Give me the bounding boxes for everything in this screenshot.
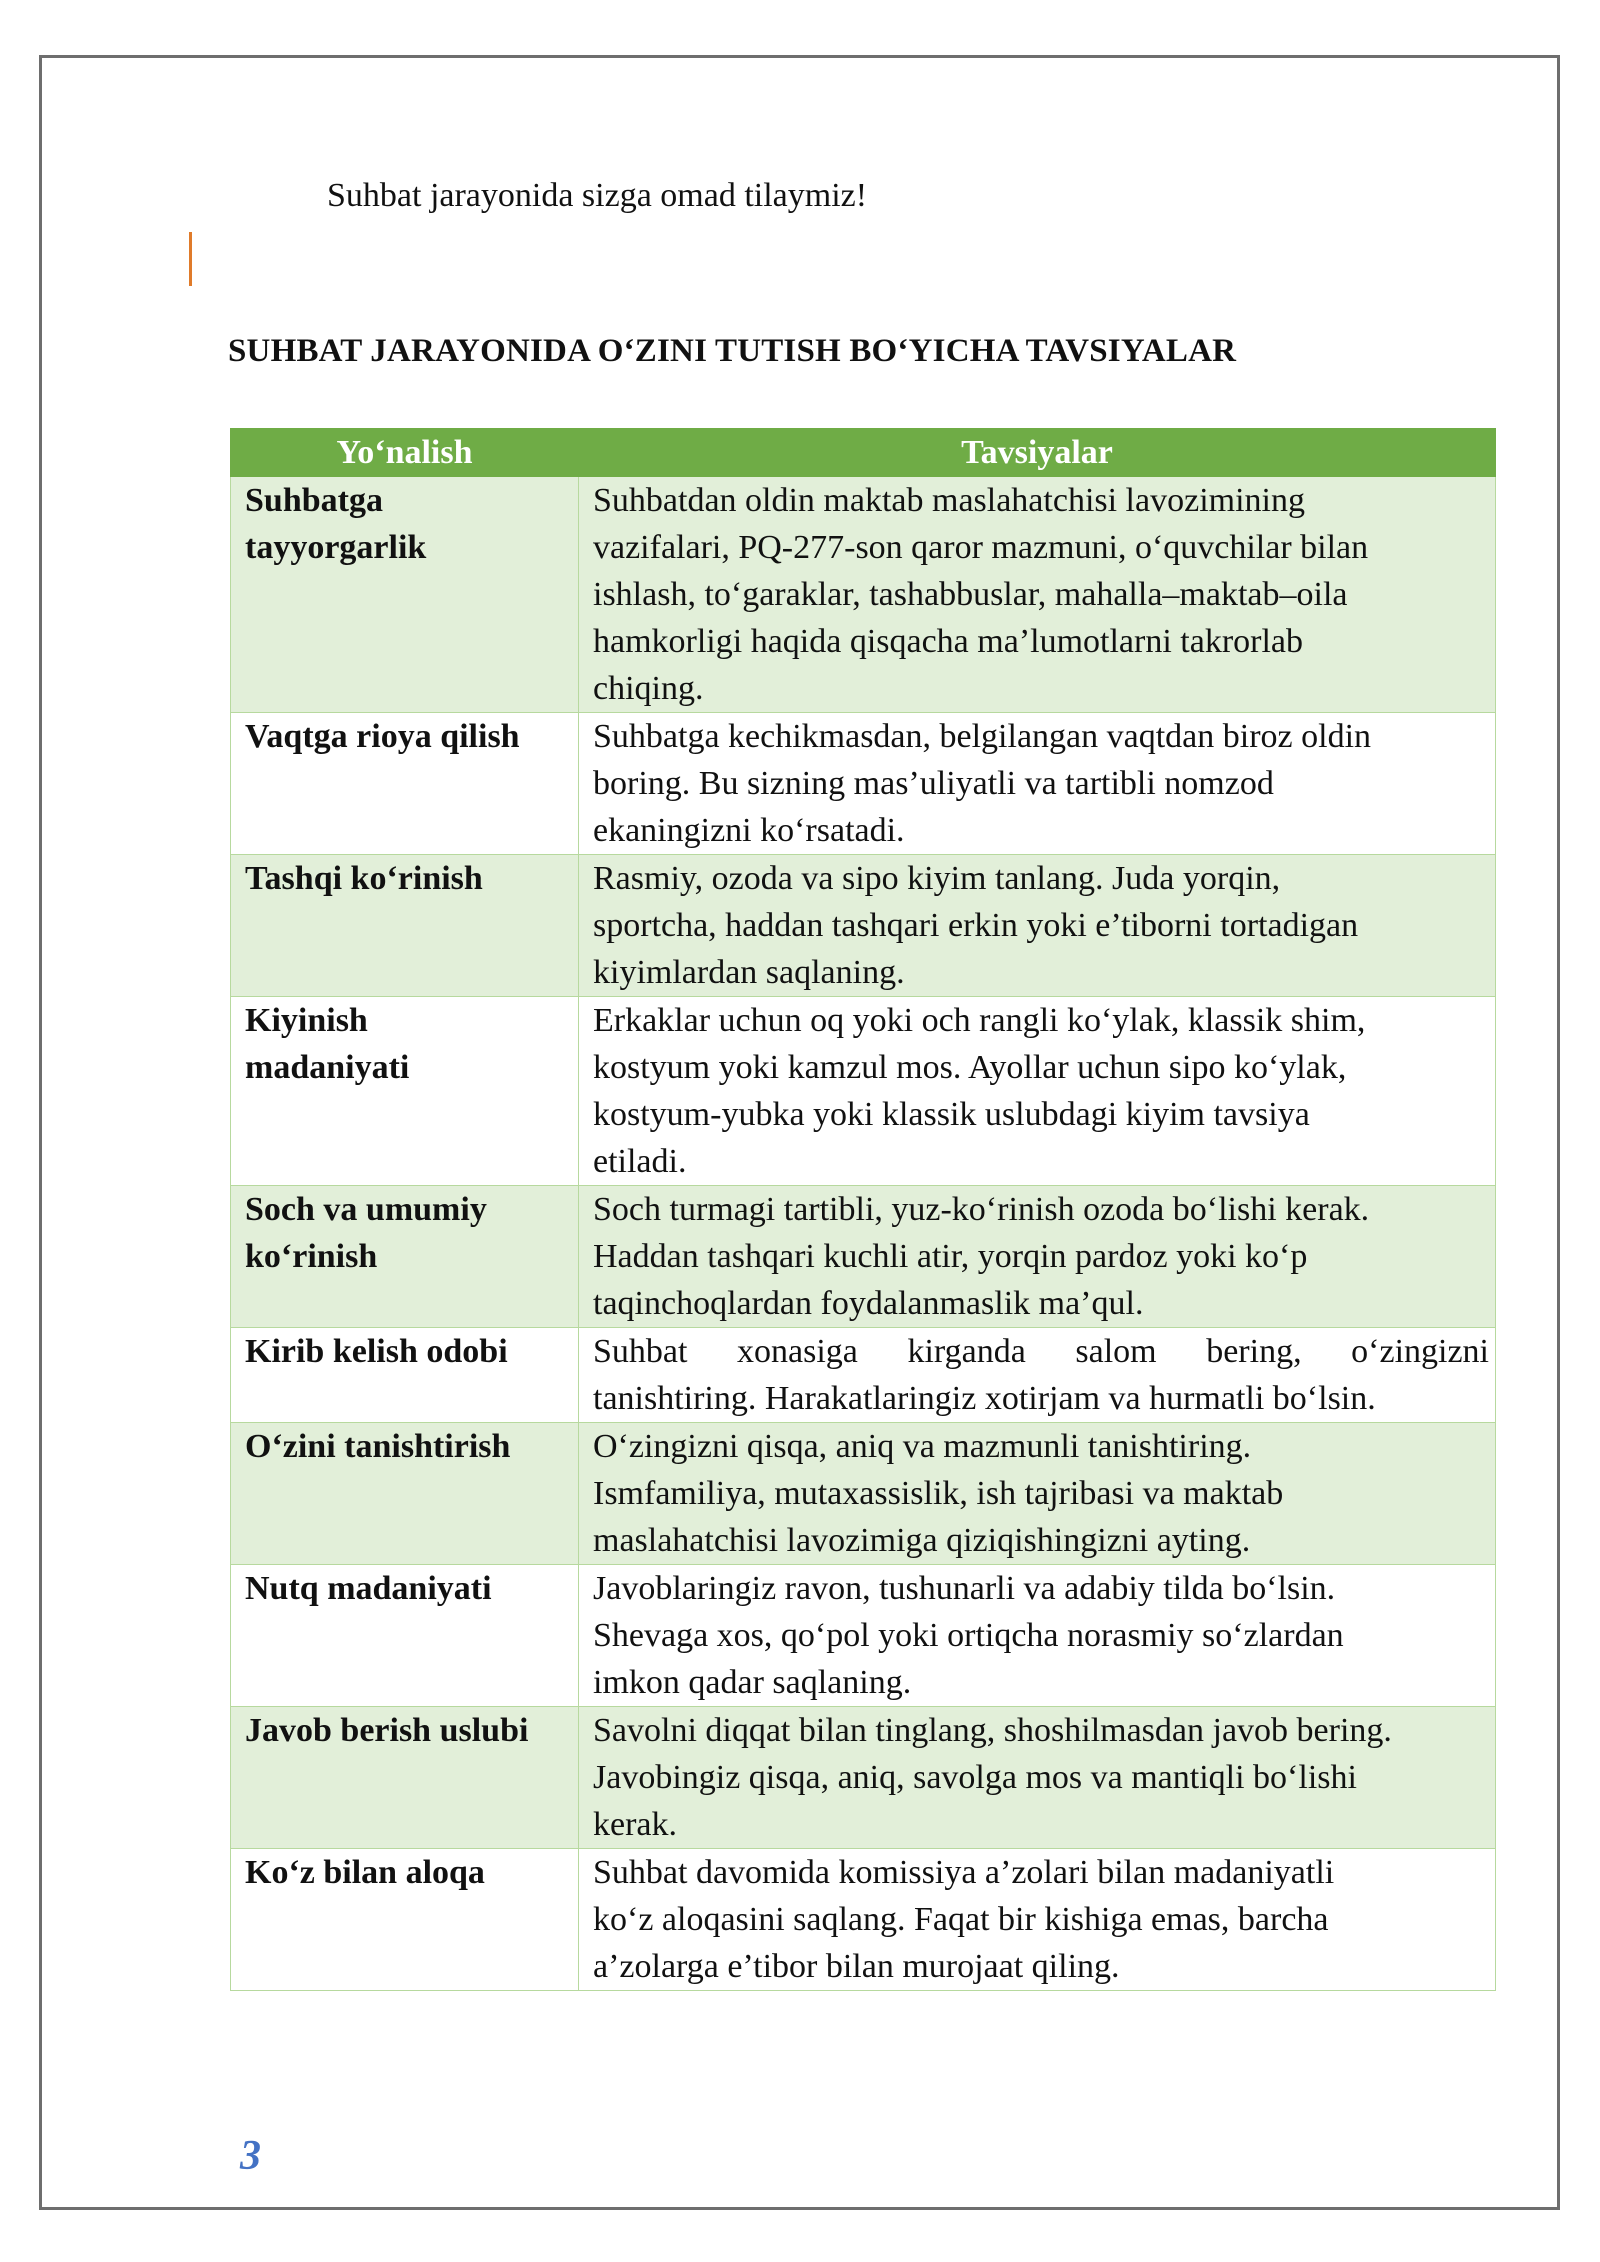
recommendation-line: Suhbatdan oldin maktab maslahatchisi lavozimining [593,482,1305,519]
recommendation-cell [579,713,1496,855]
recommendations-table [230,428,1496,1991]
table-row [231,1423,1496,1565]
recommendation-line: etiladi. [593,1143,687,1180]
recommendation-line: Suhbat xonasiga kirganda salom bering, o‘zingizni [593,1333,1489,1370]
document-heading: SUHBAT JARAYONIDA O‘ZINI TUTISH BO‘YICHA TAVSIYALAR [228,333,1237,369]
recommendation-line: Shevaga xos, qo‘pol yoki ortiqcha norasmiy so‘zlardan [593,1617,1344,1654]
recommendation-line: kostyum-yubka yoki klassik uslubdagi kiyim tavsiya [593,1096,1310,1133]
recommendation-line: ishlash, to‘garaklar, tashabbuslar, mahalla–maktab–oila [593,576,1348,613]
recommendation-line: imkon qadar saqlaning. [593,1664,912,1701]
direction-cell [231,1328,579,1423]
table-row [231,997,1496,1186]
direction-line: Tashqi ko‘rinish [245,860,483,897]
recommendation-line: maslahatchisi lavozimiga qiziqishingizni ayting. [593,1522,1251,1559]
direction-line: tayyorgarlik [245,529,427,566]
recommendation-line: taqinchoqlardan foydalanmaslik ma’qul. [593,1285,1144,1322]
page-number: 3 [240,2133,261,2179]
direction-cell [231,1849,579,1991]
direction-cell [231,1423,579,1565]
recommendation-cell [579,855,1496,997]
recommendation-line: Haddan tashqari kuchli atir, yorqin pardoz yoki ko‘p [593,1238,1308,1275]
recommendation-line: Suhbat davomida komissiya a’zolari bilan madaniyatli [593,1854,1335,1891]
intro-text: Suhbat jarayonida sizga omad tilaymiz! [327,177,868,214]
recommendation-line: kerak. [593,1806,678,1843]
recommendation-line: Rasmiy, ozoda va sipo kiyim tanlang. Juda yorqin, [593,860,1281,897]
direction-cell [231,1707,579,1849]
direction-cell [231,477,579,713]
recommendation-line: O‘zingizni qisqa, aniq va mazmunli tanishtiring. [593,1428,1252,1465]
table-row [231,1328,1496,1423]
direction-cell [231,855,579,997]
direction-line: Kiyinish [245,1002,368,1039]
text-cursor-marker [189,232,192,286]
direction-line: Javob berish uslubi [245,1712,529,1749]
recommendation-line: Javoblaringiz ravon, tushunarli va adabiy tilda bo‘lsin. [593,1570,1336,1607]
table-row [231,713,1496,855]
recommendation-cell [579,1565,1496,1707]
recommendation-line: chiqing. [593,670,704,707]
direction-line: Soch va umumiy [245,1191,487,1228]
recommendation-line: sportcha, haddan tashqari erkin yoki e’tiborni tortadigan [593,907,1359,944]
recommendation-line: ko‘z aloqasini saqlang. Faqat bir kishiga emas, barcha [593,1901,1329,1938]
table-header-row [231,429,1496,477]
table-row [231,1849,1496,1991]
table-row [231,1707,1496,1849]
recommendation-cell [579,997,1496,1186]
table-row [231,1565,1496,1707]
recommendation-cell [579,477,1496,713]
recommendation-line: vazifalari, PQ-277-son qaror mazmuni, o‘quvchilar bilan [593,529,1369,566]
recommendation-line: Suhbatga kechikmasdan, belgilangan vaqtdan biroz oldin [593,718,1372,755]
table-row [231,477,1496,713]
recommendation-line: ekaningizni ko‘rsatadi. [593,812,905,849]
direction-cell [231,997,579,1186]
recommendation-line: Javobingiz qisqa, aniq, savolga mos va mantiqli bo‘lishi [593,1759,1357,1796]
recommendation-line: boring. Bu sizning mas’uliyatli va tartibli nomzod [593,765,1274,802]
recommendation-line: kiyimlardan saqlaning. [593,954,905,991]
table-row [231,855,1496,997]
direction-line: O‘zini tanishtirish [245,1428,511,1465]
recommendation-cell [579,1849,1496,1991]
direction-cell [231,1186,579,1328]
recommendation-line: Erkaklar uchun oq yoki och rangli ko‘ylak, klassik shim, [593,1002,1366,1039]
table-row [231,1186,1496,1328]
recommendation-line: kostyum yoki kamzul mos. Ayollar uchun sipo ko‘ylak, [593,1049,1347,1086]
recommendation-line: hamkorligi haqida qisqacha ma’lumotlarni takrorlab [593,623,1303,660]
recommendation-line: Soch turmagi tartibli, yuz-ko‘rinish ozoda bo‘lishi kerak. [593,1191,1370,1228]
header-recommendations: Tavsiyalar [579,429,1496,477]
table-body [231,477,1496,1991]
recommendation-cell [579,1186,1496,1328]
header-direction: Yo‘nalish [231,429,579,477]
direction-line: Ko‘z bilan aloqa [245,1854,485,1891]
recommendation-line: tanishtiring. Harakatlaringiz xotirjam va hurmatli bo‘lsin. [593,1380,1376,1417]
direction-line: Nutq madaniyati [245,1570,492,1607]
recommendation-cell [579,1423,1496,1565]
direction-cell [231,1565,579,1707]
recommendation-line: Ismfamiliya, mutaxassislik, ish tajribasi va maktab [593,1475,1284,1512]
direction-line: Vaqtga rioya qilish [245,718,520,755]
direction-line: Suhbatga [245,482,383,519]
direction-line: Kirib kelish odobi [245,1333,508,1370]
direction-cell [231,713,579,855]
direction-line: ko‘rinish [245,1238,378,1275]
direction-line: madaniyati [245,1049,410,1086]
recommendation-cell [579,1328,1496,1423]
recommendation-line: Savolni diqqat bilan tinglang, shoshilmasdan javob bering. [593,1712,1392,1749]
recommendation-cell [579,1707,1496,1849]
recommendation-line: a’zolarga e’tibor bilan murojaat qiling. [593,1948,1120,1985]
